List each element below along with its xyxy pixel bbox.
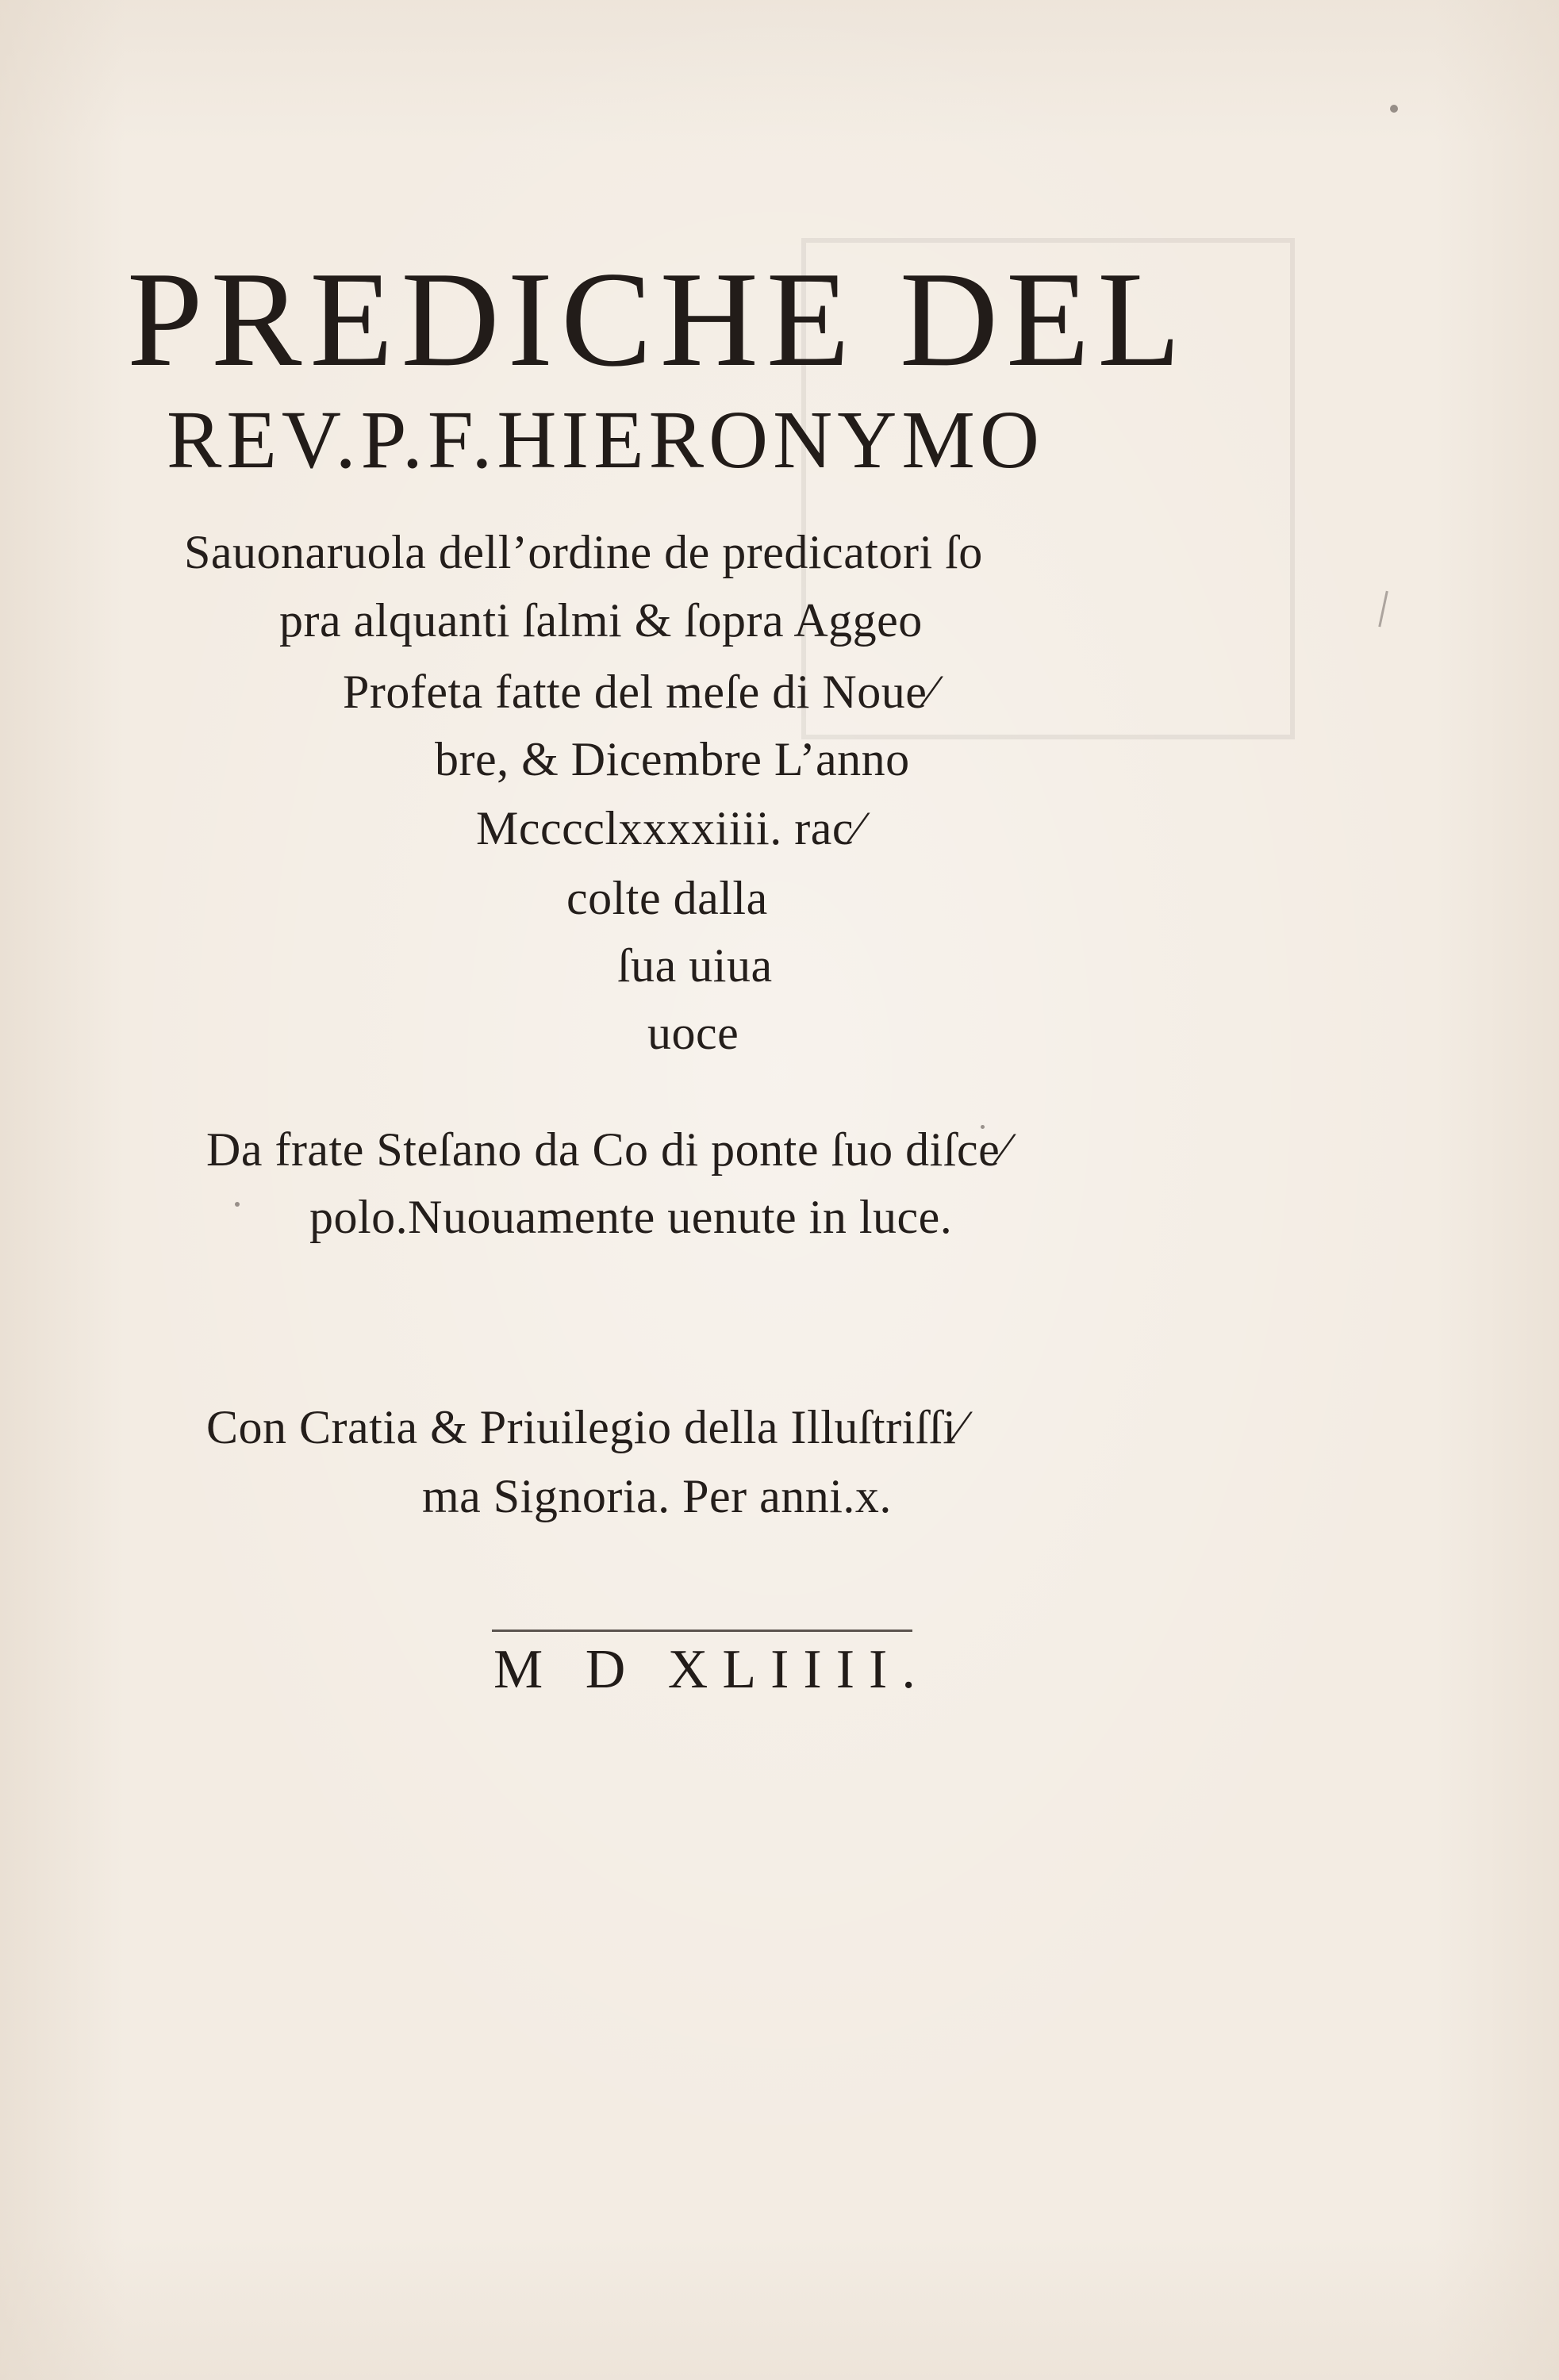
title-line-2: REV.P.F.HIERONYMO bbox=[167, 394, 1044, 486]
body-line-7: ſua uiua bbox=[617, 939, 773, 992]
privilege-line-2: ma Signoria. Per anni.x. bbox=[422, 1470, 892, 1522]
body-line-1: Sauonaruola dell’ordine de predicatori ſo bbox=[184, 526, 983, 578]
body-line-8: uoce bbox=[647, 1007, 739, 1059]
year-rule bbox=[492, 1630, 912, 1632]
author-line-2: polo.Nuouamente uenute in luce. bbox=[309, 1191, 953, 1243]
author-line-1: Da frate Steſano da Co di ponte ſuo diſce⁄ bbox=[206, 1123, 1008, 1176]
body-line-4: bre, & Dicembre L’anno bbox=[435, 733, 910, 785]
body-line-2: pra alquanti ſalmi & ſopra Aggeo bbox=[279, 594, 923, 647]
body-line-3: Profeta fatte del meſe di Noue⁄ bbox=[343, 666, 935, 718]
title-line-1: PREDICHE DEL bbox=[127, 244, 1189, 395]
body-line-5: Mcccclxxxxiiii. rac⁄ bbox=[476, 802, 862, 854]
privilege-line-1: Con Cratia & Priuilegio della Illuſtriſſi⁄ bbox=[206, 1401, 965, 1453]
publication-year: M D XLIIII. bbox=[493, 1639, 930, 1700]
body-line-6: colte dalla bbox=[566, 872, 768, 924]
